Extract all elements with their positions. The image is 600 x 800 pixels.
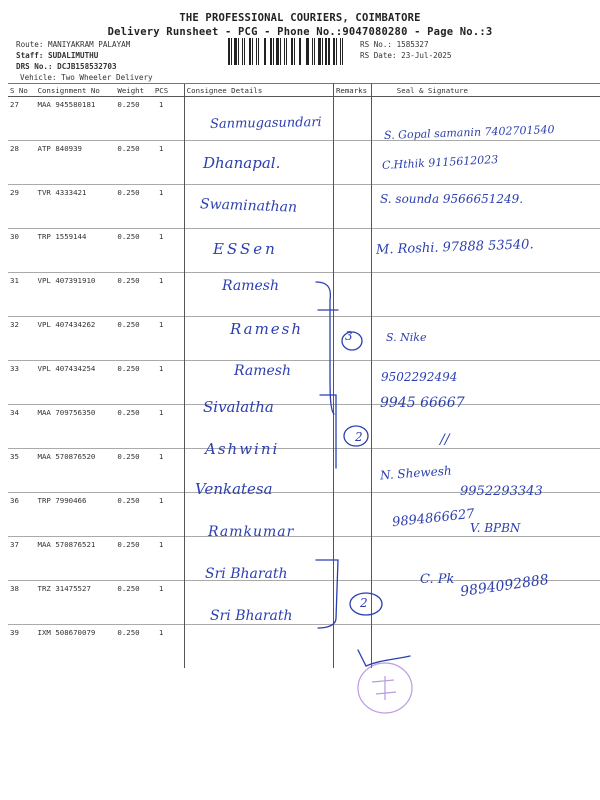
handwritten-signature: 9894092888 (459, 571, 550, 601)
row-consignment-no: TRP 7990466 (36, 493, 116, 537)
row-sno: 32 (8, 317, 36, 361)
handwritten-consignee: ESSen (213, 240, 278, 258)
circle-mark (342, 332, 362, 350)
row-weight: 0.250 (115, 493, 152, 537)
staff-label: Staff: SUDALIMUTHU (16, 51, 99, 60)
circle-mark (350, 593, 382, 615)
handwritten-signature: 9952293343 (460, 484, 543, 499)
remark-count: 3 (345, 329, 353, 343)
row-sno: 30 (8, 229, 36, 273)
company-name: THE PROFESSIONAL COURIERS, COIMBATORE (179, 12, 421, 24)
row-consignment-no: TRP 1559144 (36, 229, 116, 273)
circle-mark (344, 426, 368, 446)
handwritten-signature: N. Shewesh (379, 463, 453, 483)
row-sno: 29 (8, 185, 36, 229)
row-pcs: 1 (153, 493, 184, 537)
col-header-remarks: Remarks (333, 84, 371, 97)
row-sno: 34 (8, 405, 36, 449)
row-pcs: 1 (153, 537, 184, 581)
row-weight: 0.250 (115, 405, 152, 449)
handwritten-signature: C.Hthik 9115612023 (381, 152, 499, 173)
remark-count: 2 (360, 596, 368, 610)
row-weight: 0.250 (115, 273, 152, 317)
row-consignment-no: VPL 407434254 (36, 361, 116, 405)
rs-date: RS Date: 23-Jul-2025 (360, 51, 452, 60)
row-consignment-no: VPL 407434262 (36, 317, 116, 361)
row-consignment-no: MAA 709756350 (36, 405, 116, 449)
row-sno: 28 (8, 141, 36, 185)
row-pcs: 1 (153, 185, 184, 229)
handwritten-consignee: Ramesh (230, 320, 304, 338)
drs-number: DRS No.: DCJB158532703 (16, 62, 117, 71)
row-weight: 0.250 (115, 625, 152, 669)
route-label: Route: MANIYAKRAM PALAYAM (16, 40, 131, 49)
row-weight: 0.250 (115, 317, 152, 361)
handwritten-signature: M. Roshi. 97888 53540. (375, 237, 534, 258)
row-sno: 35 (8, 449, 36, 493)
row-consignment-no: MAA 570876520 (36, 449, 116, 493)
row-pcs: 1 (153, 449, 184, 493)
row-sno: 31 (8, 273, 36, 317)
handwritten-consignee: Ramesh (222, 278, 279, 294)
handwritten-signature: // (440, 432, 450, 448)
row-consignment-no: IXM 508670079 (36, 625, 116, 669)
row-pcs: 1 (153, 141, 184, 185)
handwritten-signature: V. BPBN (470, 521, 521, 535)
row-pcs: 1 (153, 405, 184, 449)
handwritten-consignee: Ashwini (205, 440, 280, 458)
handwritten-signature: C. Pk (420, 572, 455, 587)
handwritten-consignee: Sanmugasundari (209, 115, 322, 132)
handwritten-signature: S. Gopal samanin 7402701540 (383, 123, 555, 142)
handwritten-consignee: Venkatesa (195, 480, 273, 498)
col-header-weight: Weight (115, 84, 152, 97)
col-header-pcs: PCS (153, 84, 184, 97)
row-weight: 0.250 (115, 361, 152, 405)
stamp-mark (372, 676, 396, 700)
handwritten-consignee: Dhanapal. (203, 154, 281, 172)
handwritten-consignee: Swaminathan (199, 196, 298, 216)
handwritten-signature: S. Nike (386, 331, 427, 344)
row-sno: 36 (8, 493, 36, 537)
row-weight: 0.250 (115, 449, 152, 493)
vehicle-label: Vehicle: Two Wheeler Delivery (20, 73, 153, 82)
bracket-mark (316, 560, 338, 628)
row-pcs: 1 (153, 273, 184, 317)
row-sno: 33 (8, 361, 36, 405)
row-sno: 27 (8, 97, 36, 141)
row-pcs: 1 (153, 361, 184, 405)
runsheet-title: Delivery Runsheet - PCG - Phone No.:9047080280 - Page No.:3 (107, 26, 493, 38)
bracket-mark (316, 282, 334, 414)
row-pcs: 1 (153, 317, 184, 361)
col-header-consignee: Consignee Details (184, 84, 333, 97)
row-weight: 0.250 (115, 141, 152, 185)
row-consignment-no: VPL 407391910 (36, 273, 116, 317)
handwritten-consignee: Sivalatha (203, 398, 274, 416)
row-consignment-no: ATP 840939 (36, 141, 116, 185)
row-consignment-no: TVR 4333421 (36, 185, 116, 229)
row-consignment-no: MAA 570876521 (36, 537, 116, 581)
handwritten-signature: 9945 66667 (380, 395, 465, 411)
row-pcs: 1 (153, 97, 184, 141)
col-header-seal: Seal & Signature (371, 84, 600, 97)
col-header-consignment: Consignment No (36, 84, 116, 97)
row-weight: 0.250 (115, 229, 152, 273)
row-weight: 0.250 (115, 537, 152, 581)
row-sno: 38 (8, 581, 36, 625)
row-weight: 0.250 (115, 97, 152, 141)
row-consignment-no: TRZ 31475527 (36, 581, 116, 625)
handwritten-signature: S. sounda 9566651249. (380, 192, 524, 206)
remark-count: 2 (355, 430, 363, 444)
handwritten-signature: 9894866627 (391, 506, 476, 531)
row-pcs: 1 (153, 625, 184, 669)
row-weight: 0.250 (115, 581, 152, 625)
rs-number: RS No.: 1585327 (360, 40, 429, 49)
row-pcs: 1 (153, 581, 184, 625)
row-sno: 39 (8, 625, 36, 669)
bracket-mark (320, 395, 336, 468)
handwritten-consignee: Sri Bharath (205, 566, 288, 582)
row-weight: 0.250 (115, 185, 152, 229)
handwritten-signature: 9502292494 (381, 370, 458, 384)
row-pcs: 1 (153, 229, 184, 273)
handwritten-consignee: Ramesh (234, 363, 291, 379)
col-header-sno: S No (8, 84, 36, 97)
row-sno: 37 (8, 537, 36, 581)
handwritten-consignee: Sri Bharath (210, 608, 293, 624)
row-consignment-no: MAA 945580181 (36, 97, 116, 141)
handwritten-consignee: Ramkumar (208, 524, 295, 540)
